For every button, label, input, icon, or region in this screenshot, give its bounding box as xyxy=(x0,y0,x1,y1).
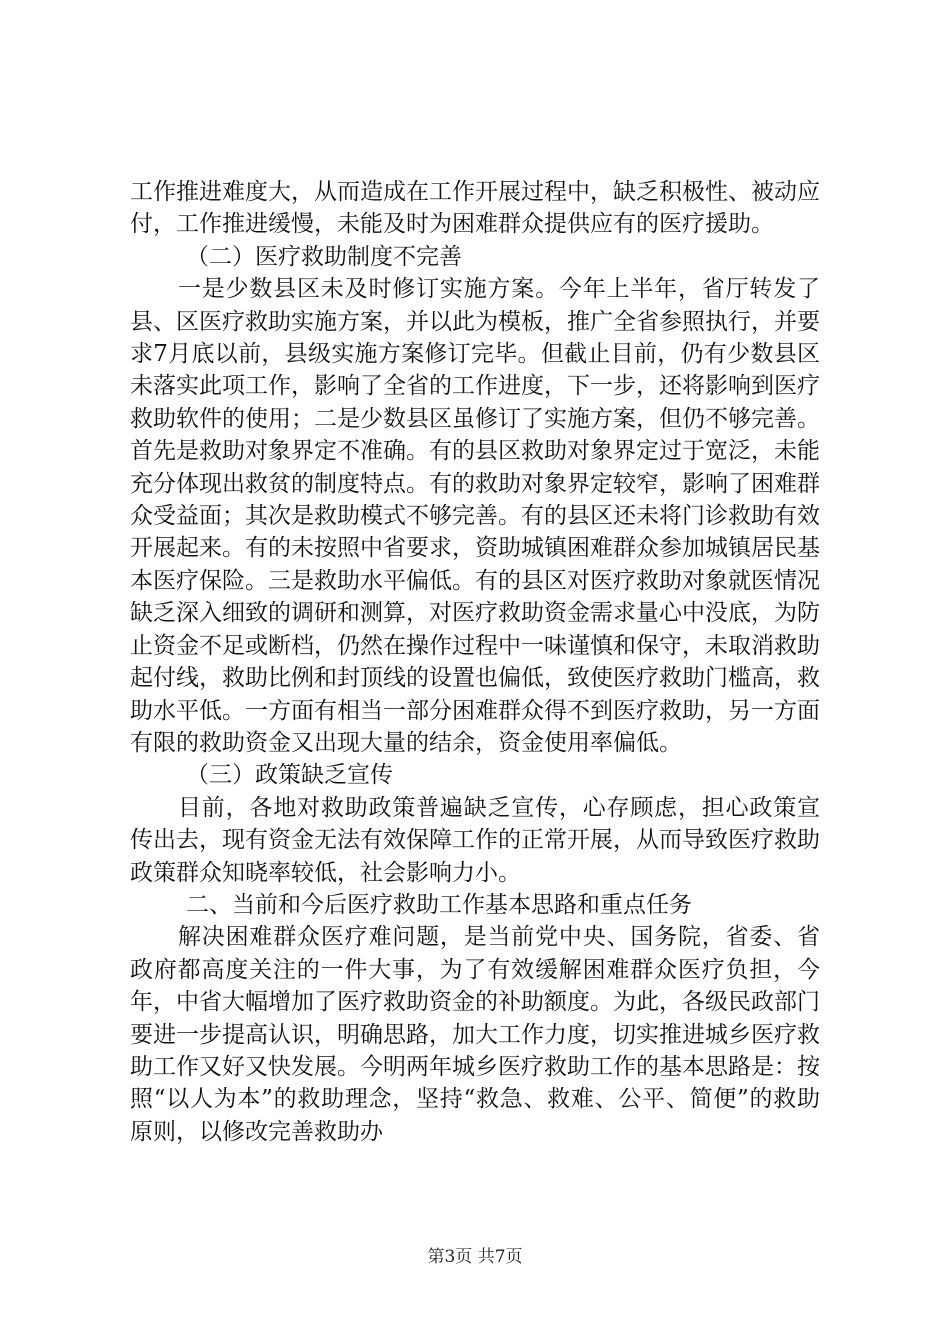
section-heading-medical-aid-system: （二）医疗救助制度不完善 xyxy=(186,243,462,270)
paragraph-basic-approach: 解决困难群众医疗难问题，是当前党中央、国务院，省委、省政府都高度关注的一件大事，为了有效缓解困难群众医疗负担，今年，中省大幅增加了医疗救助资金的补助额度。为此，各级民政部门要进一步提高认识，明确思路，加大工作力度，切实推进城乡医疗救助工作又好又快发展。今明两年城乡医疗救助工作的基本思路是：按照“以人为本”的救助理念，坚持“救急、救难、公平、简便”的救助原则，以修改完善救助办 xyxy=(130,924,820,1145)
section-heading-policy-publicity: （三）政策缺乏宣传 xyxy=(186,762,393,789)
paragraph-publicity: 目前，各地对救助政策普遍缺乏宣传，心存顾虑，担心政策宣传出去，现有资金无法有效保障工作的正常开展，从而导致医疗救助政策群众知晓率较低，社会影响力小。 xyxy=(130,794,820,886)
section-heading-basic-approach: 二、当前和今后医疗救助工作基本思路和重点任务 xyxy=(186,891,692,918)
document-body xyxy=(130,176,820,1148)
paragraph-county-plans: 一是少数县区未及时修订实施方案。今年上半年，省厅转发了县、区医疗救助实施方案，并以此为模板，推广全省参照执行，并要求7月底以前，县级实施方案修订完毕。但截止目前，仍有少数县区未落实此项工作，影响了全省的工作进度，下一步，还将影响到医疗救助软件的使用；二是少数县区虽修订了实施方案，但仍不够完善。首先是救助对象界定不准确。有的县区救助对象界定过于宽泛，未能充分体现出救贫的制度特点。有的救助对象界定较窄，影响了困难群众受益面；其次是救助模式不够完善。有的县区还未将门诊救助有效开展起来。有的未按照中省要求，资助城镇困难群众参加城镇居民基本医疗保险。三是救助水平偏低。有的县区对医疗救助对象就医情况缺乏深入细致的调研和测算，对医疗救助资金需求量心中没底，为防止资金不足或断档，仍然在操作过程中一味谨慎和保守，未取消救助起付线，救助比例和封顶线的设置也偏低，致使医疗救助门槛高，救助水平低。一方面有相当一部分困难群众得不到医疗救助，另一方面有限的救助资金又出现大量的结余，资金使用率偏低。 xyxy=(130,276,820,756)
page-number-footer: 第3页 共7页 xyxy=(427,1247,523,1267)
paragraph-continuation: 工作推进难度大，从而造成在工作开展过程中，缺乏积极性、被动应付，工作推进缓慢，未能及时为困难群众提供应有的医疗援助。 xyxy=(130,179,820,238)
